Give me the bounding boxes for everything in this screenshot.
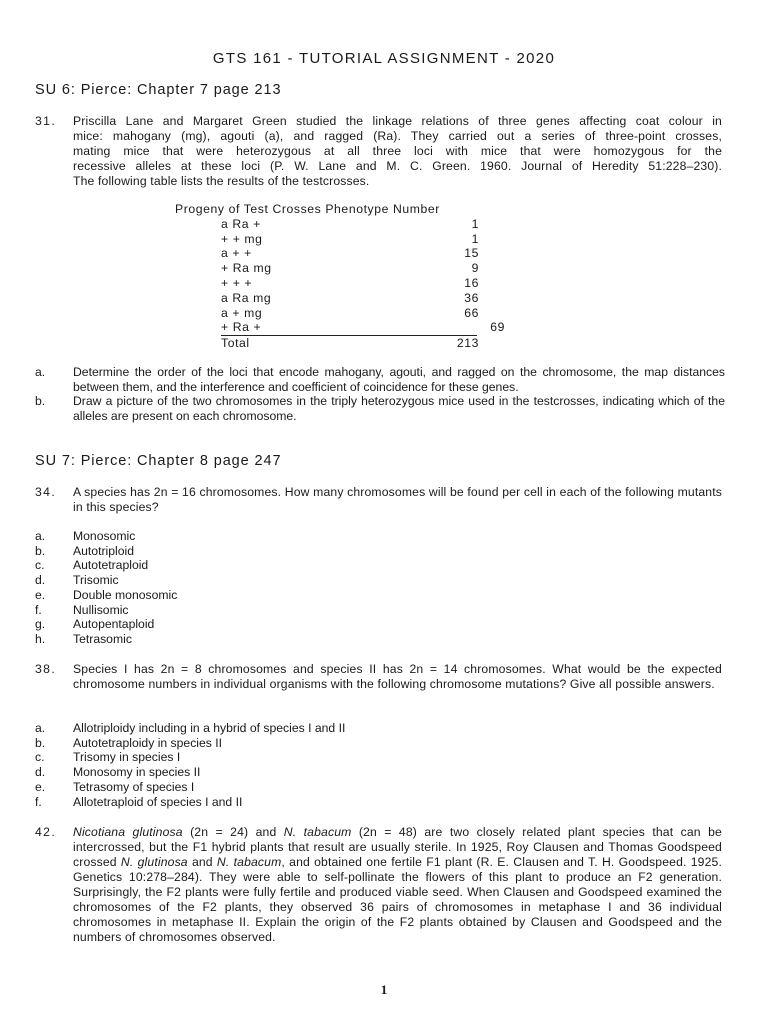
species-name: N. tabacum bbox=[216, 855, 282, 869]
table-total-row bbox=[175, 336, 505, 351]
item-letter: a. bbox=[35, 721, 46, 735]
list-item bbox=[35, 558, 725, 573]
item-text: Monosomic bbox=[73, 529, 136, 543]
item-text: Tetrasomy of species I bbox=[73, 779, 195, 794]
list-item bbox=[35, 795, 725, 810]
progeny-table bbox=[175, 202, 505, 351]
item-letter: e. bbox=[35, 587, 46, 602]
number-cell: 1 bbox=[471, 216, 479, 231]
item-letter: d. bbox=[35, 573, 46, 588]
document-title: GTS 161 - TUTORIAL ASSIGNMENT - 2020 bbox=[212, 50, 556, 67]
species-name: Nicotiana glutinosa bbox=[73, 825, 183, 839]
phenotype-cell: + + + bbox=[221, 275, 253, 290]
table-row bbox=[175, 217, 505, 232]
number-cell: 66 bbox=[464, 305, 479, 320]
item-letter: h. bbox=[35, 631, 46, 646]
item-letter: b. bbox=[35, 394, 46, 409]
item-text: Draw a picture of the two chromosomes in the triply heterozygous mice used in the testcrosses, indicating which of the alleles are present on each chromosome. bbox=[73, 394, 725, 424]
list-item bbox=[35, 721, 725, 736]
item-text: Tetrasomic bbox=[73, 631, 132, 646]
phenotype-cell: + Ra + bbox=[221, 320, 262, 335]
number-cell: 9 bbox=[471, 261, 479, 276]
total-label: Total bbox=[221, 336, 250, 351]
table-row bbox=[175, 232, 505, 247]
item-letter: g. bbox=[35, 617, 46, 632]
phenotype-cell: + Ra mg bbox=[221, 261, 272, 276]
list-item bbox=[35, 365, 725, 394]
question-31-line: recessive alleles at these loci (P. W. Lane and M. C. Green. 1960. Journal of Heredity 51:228–230). bbox=[73, 159, 722, 173]
list-item bbox=[35, 529, 725, 544]
question-34-number: 34. bbox=[35, 485, 57, 499]
list-item bbox=[35, 632, 725, 647]
number-cell: 36 bbox=[464, 290, 479, 305]
list-item bbox=[35, 617, 725, 632]
question-42-fragment: (2n = 48) are two closely related plant species that can be intercrossed, but the F1 hybrid plants that result are usually sterile. In 1925, Roy Clausen and Thomas Goodspeed crossed bbox=[73, 825, 722, 869]
question-31-line: mating mice that were heterozygous at all three loci with mice that were homozygous for the bbox=[73, 144, 722, 158]
item-text: Monosomy in species II bbox=[73, 765, 201, 780]
number-cell: 16 bbox=[464, 275, 479, 290]
phenotype-cell: a + + bbox=[221, 246, 252, 261]
number-cell: 69 bbox=[490, 320, 505, 335]
question-31-number: 31. bbox=[35, 114, 57, 128]
number-cell: 1 bbox=[471, 231, 479, 246]
item-text: Autotriploid bbox=[73, 543, 134, 558]
item-letter: a. bbox=[35, 365, 46, 379]
list-item bbox=[35, 750, 725, 765]
phenotype-cell: a Ra mg bbox=[221, 290, 272, 305]
item-letter: a. bbox=[35, 529, 46, 543]
page-number: 1 bbox=[380, 982, 388, 997]
species-name: N. glutinosa bbox=[120, 855, 188, 869]
item-letter: f. bbox=[35, 794, 42, 809]
table-row bbox=[221, 320, 505, 336]
phenotype-cell: + + mg bbox=[221, 231, 263, 246]
question-38-text: Species I has 2n = 8 chromosomes and species II has 2n = 14 chromosomes. What would be the expected chromosome numbers in individual organisms with the following chromosome mutations? Give all possible answers. bbox=[73, 662, 722, 691]
question-34-text: A species has 2n = 16 chromosomes. How many chromosomes will be found per cell in each of the following mutants in this species? bbox=[73, 485, 722, 514]
species-name: N. tabacum bbox=[283, 825, 352, 839]
total-value: 213 bbox=[456, 336, 479, 351]
item-letter: b. bbox=[35, 543, 46, 558]
table-row bbox=[175, 246, 505, 261]
question-38-items bbox=[35, 721, 725, 809]
phenotype-cell: a Ra + bbox=[221, 216, 261, 231]
item-text: Autotetraploidy in species II bbox=[73, 735, 223, 750]
item-text: Nullisomic bbox=[73, 602, 129, 617]
question-42-fragment: and bbox=[187, 855, 217, 869]
item-letter: b. bbox=[35, 735, 46, 750]
question-42-fragment: (2n = 24) and bbox=[182, 825, 284, 839]
progeny-table-header: Progeny of Test Crosses Phenotype Number bbox=[175, 202, 440, 216]
list-item bbox=[35, 544, 725, 559]
question-42-text bbox=[73, 825, 722, 945]
item-text: Autotetraploid bbox=[73, 558, 149, 573]
question-31-text bbox=[73, 114, 722, 189]
su6-heading: SU 6: Pierce: Chapter 7 page 213 bbox=[35, 82, 282, 98]
list-item bbox=[35, 394, 725, 423]
list-item bbox=[35, 588, 725, 603]
number-cell: 15 bbox=[464, 246, 479, 261]
table-row bbox=[175, 291, 505, 306]
item-letter: e. bbox=[35, 779, 46, 794]
list-item bbox=[35, 736, 725, 751]
question-34-items bbox=[35, 529, 725, 647]
table-row bbox=[175, 261, 505, 276]
item-text: Autopentaploid bbox=[73, 617, 155, 632]
list-item bbox=[35, 603, 725, 618]
item-letter: f. bbox=[35, 602, 42, 617]
item-text: Determine the order of the loci that encode mahogany, agouti, and ragged on the chromosome, the map distances between them, and the interference and coefficient of coincidence for these genes. bbox=[73, 365, 725, 394]
table-row bbox=[175, 276, 505, 291]
su7-heading: SU 7: Pierce: Chapter 8 page 247 bbox=[35, 453, 282, 469]
question-31-line: Priscilla Lane and Margaret Green studied the linkage relations of three genes affecting coat colour in bbox=[73, 114, 722, 128]
question-31-line: mice: mahogany (mg), agouti (a), and ragged (Ra). They carried out a series of three-point crosses, bbox=[73, 129, 722, 143]
question-42-fragment: , and obtained one fertile F1 plant (R. E. Clausen and T. H. Goodspeed. 1925. Genetics 10:278–284). They were able to self-pollinate the flowers of this plant to produce an F2 generation. Surprisingly, the F2 plants were fully fertile and produced viable seed. When Clausen and Goodspeed examined the chromosomes of the F2 plants, they observed 36 pairs of chromosomes in metaphase I and 36 individual chromosomes in metaphase II. Explain the origin of the F2 plants obtained by Clausen and Goodspeed and the numbers of chromosomes observed. bbox=[73, 855, 722, 944]
question-42-number: 42. bbox=[35, 825, 57, 839]
item-text: Trisomic bbox=[73, 573, 119, 588]
item-letter: c. bbox=[35, 558, 45, 573]
list-item bbox=[35, 765, 725, 780]
phenotype-cell: a + mg bbox=[221, 305, 263, 320]
item-text: Double monosomic bbox=[73, 587, 178, 602]
item-text: Allotetraploid of species I and II bbox=[73, 794, 243, 809]
question-38-number: 38. bbox=[35, 662, 57, 676]
item-letter: c. bbox=[35, 750, 45, 765]
table-row bbox=[175, 306, 505, 321]
item-letter: d. bbox=[35, 765, 46, 780]
question-31-parts bbox=[35, 365, 725, 424]
list-item bbox=[35, 780, 725, 795]
item-text: Trisomy in species I bbox=[73, 750, 181, 765]
question-31-line: The following table lists the results of the testcrosses. bbox=[73, 174, 370, 188]
list-item bbox=[35, 573, 725, 588]
item-text: Allotriploidy including in a hybrid of species I and II bbox=[73, 721, 346, 735]
